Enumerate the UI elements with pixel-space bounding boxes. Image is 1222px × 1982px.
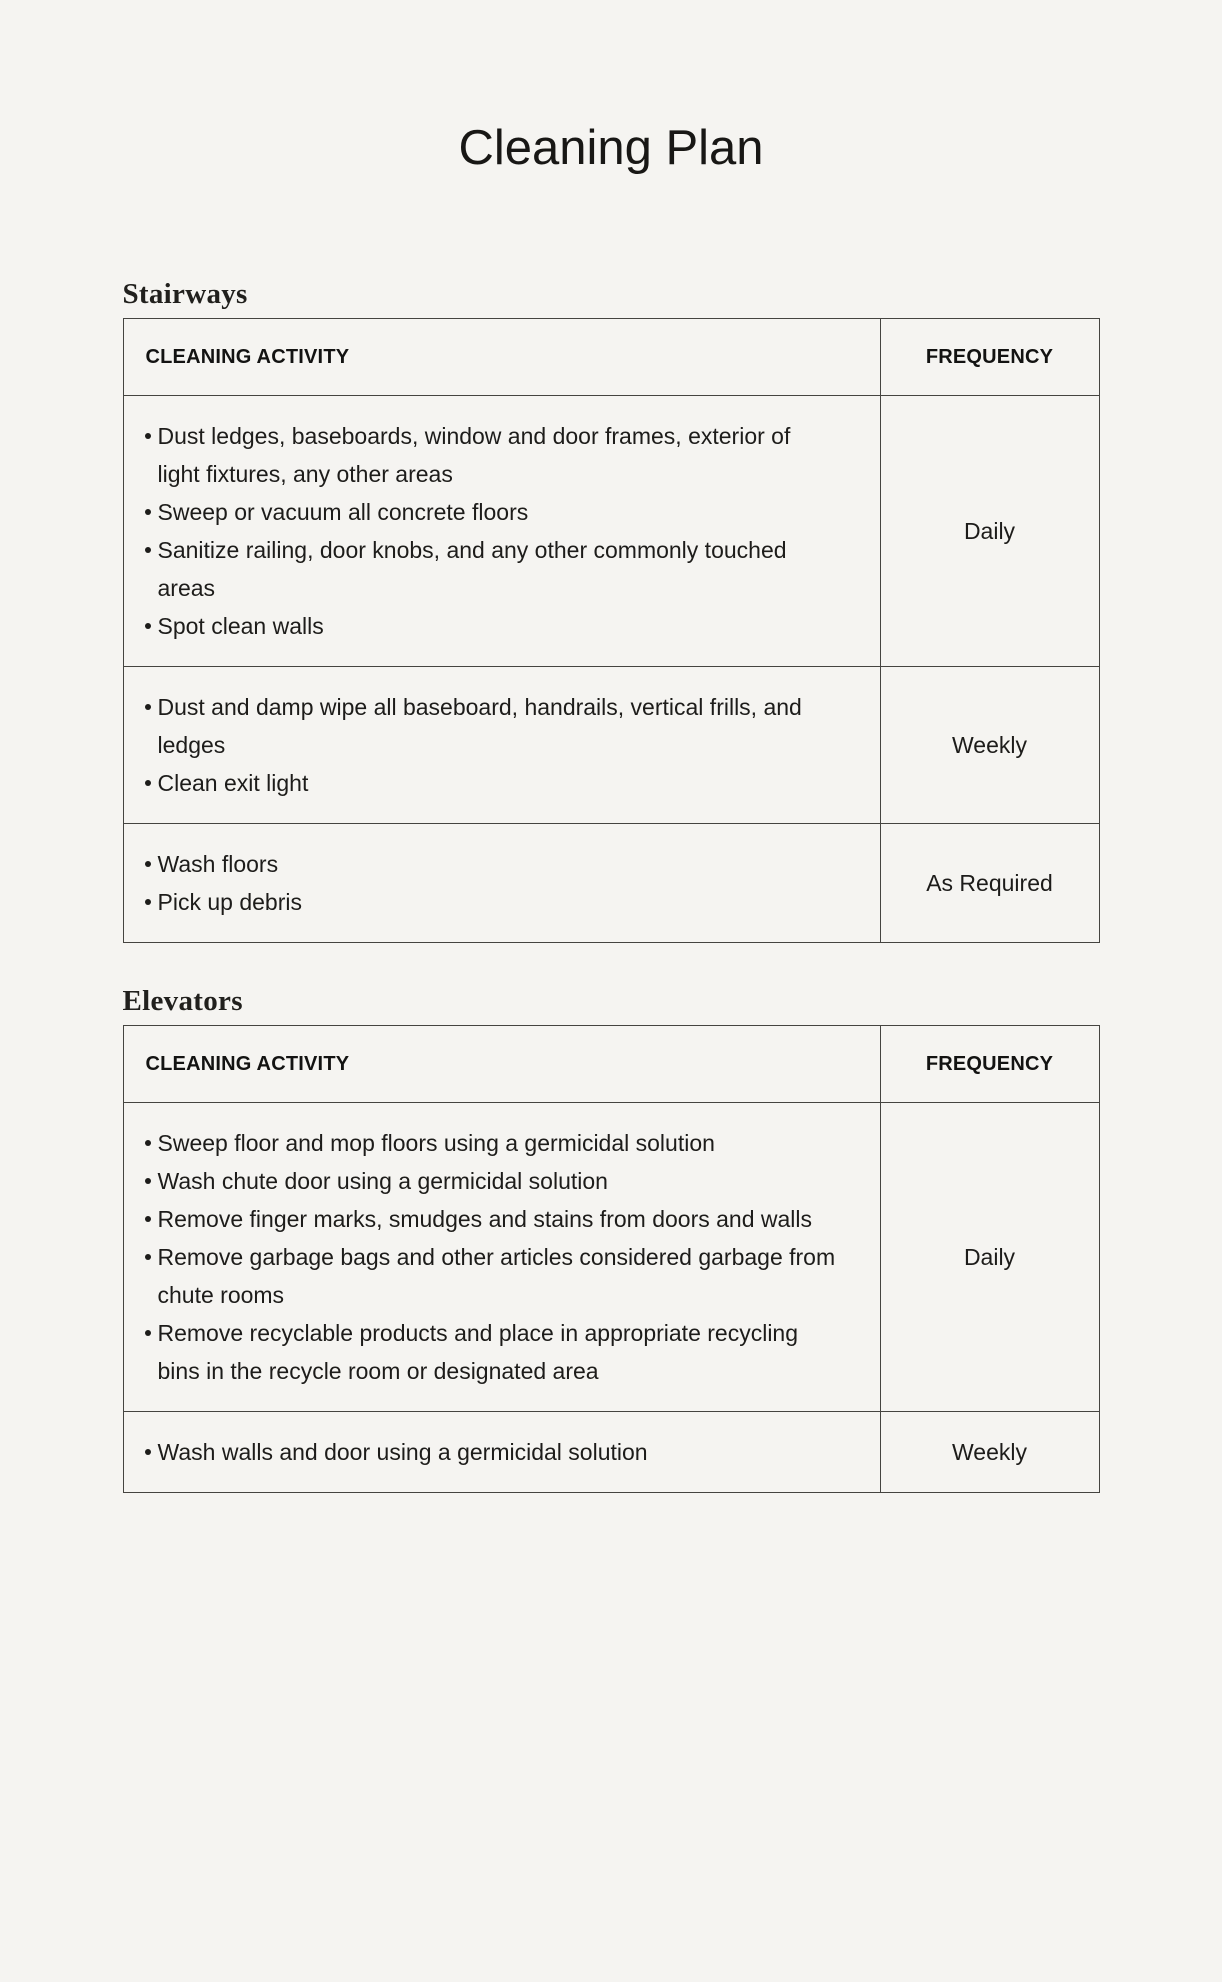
table-body	[123, 396, 1099, 943]
activity-item: Wash walls and door using a germicidal solution	[138, 1433, 838, 1471]
table-header-row	[123, 319, 1099, 396]
sections-container	[123, 276, 1100, 1493]
table-head	[123, 319, 1099, 396]
activity-item: Remove recyclable products and place in appropriate recycling bins in the recycle room or designated area	[138, 1314, 838, 1390]
table-row	[123, 1412, 1099, 1493]
activity-list	[138, 845, 838, 921]
activity-list	[138, 1433, 838, 1471]
column-header-cleaning-activity: CLEANING ACTIVITY	[123, 1026, 880, 1103]
activity-item: Sweep floor and mop floors using a germicidal solution	[138, 1124, 838, 1162]
activity-item: Dust ledges, baseboards, window and door frames, exterior of light fixtures, any other areas	[138, 417, 838, 493]
frequency-cell: As Required	[880, 824, 1099, 943]
section-elevators	[123, 983, 1100, 1493]
activity-cell	[123, 1412, 880, 1493]
activity-item: Remove garbage bags and other articles considered garbage from chute rooms	[138, 1238, 838, 1314]
table-body	[123, 1103, 1099, 1493]
frequency-cell: Daily	[880, 1103, 1099, 1412]
activity-item: Sanitize railing, door knobs, and any other commonly touched areas	[138, 531, 838, 607]
table-row	[123, 1103, 1099, 1412]
activity-list	[138, 688, 838, 802]
page-title: Cleaning Plan	[458, 121, 764, 175]
document-page	[0, 118, 1222, 1982]
activity-item: Wash chute door using a germicidal solution	[138, 1162, 838, 1200]
activity-cell	[123, 824, 880, 943]
column-header-cleaning-activity: CLEANING ACTIVITY	[123, 319, 880, 396]
activity-item: Spot clean walls	[138, 607, 838, 645]
activity-item: Remove finger marks, smudges and stains from doors and walls	[138, 1200, 838, 1238]
table-row	[123, 824, 1099, 943]
activity-cell	[123, 396, 880, 667]
section-heading: Elevators	[122, 985, 243, 1017]
activity-item: Pick up debris	[138, 883, 838, 921]
column-header-frequency: FREQUENCY	[880, 1026, 1099, 1103]
table-head	[123, 1026, 1099, 1103]
activity-item: Wash floors	[138, 845, 838, 883]
activity-list	[138, 417, 838, 645]
activity-item: Sweep or vacuum all concrete floors	[138, 493, 838, 531]
activity-list	[138, 1124, 838, 1390]
activity-item: Clean exit light	[138, 764, 838, 802]
section-heading: Stairways	[122, 278, 248, 310]
column-header-frequency: FREQUENCY	[880, 319, 1099, 396]
activity-cell	[123, 667, 880, 824]
activity-cell	[123, 1103, 880, 1412]
section-stairways	[123, 276, 1100, 943]
table-row	[123, 396, 1099, 667]
table-header-row	[123, 1026, 1099, 1103]
frequency-cell: Weekly	[880, 667, 1099, 824]
frequency-cell: Weekly	[880, 1412, 1099, 1493]
activity-item: Dust and damp wipe all baseboard, handrails, vertical frills, and ledges	[138, 688, 838, 764]
table-row	[123, 667, 1099, 824]
frequency-cell: Daily	[880, 396, 1099, 667]
document-body	[123, 118, 1100, 1493]
cleaning-plan-table	[123, 318, 1100, 943]
cleaning-plan-table	[123, 1025, 1100, 1493]
